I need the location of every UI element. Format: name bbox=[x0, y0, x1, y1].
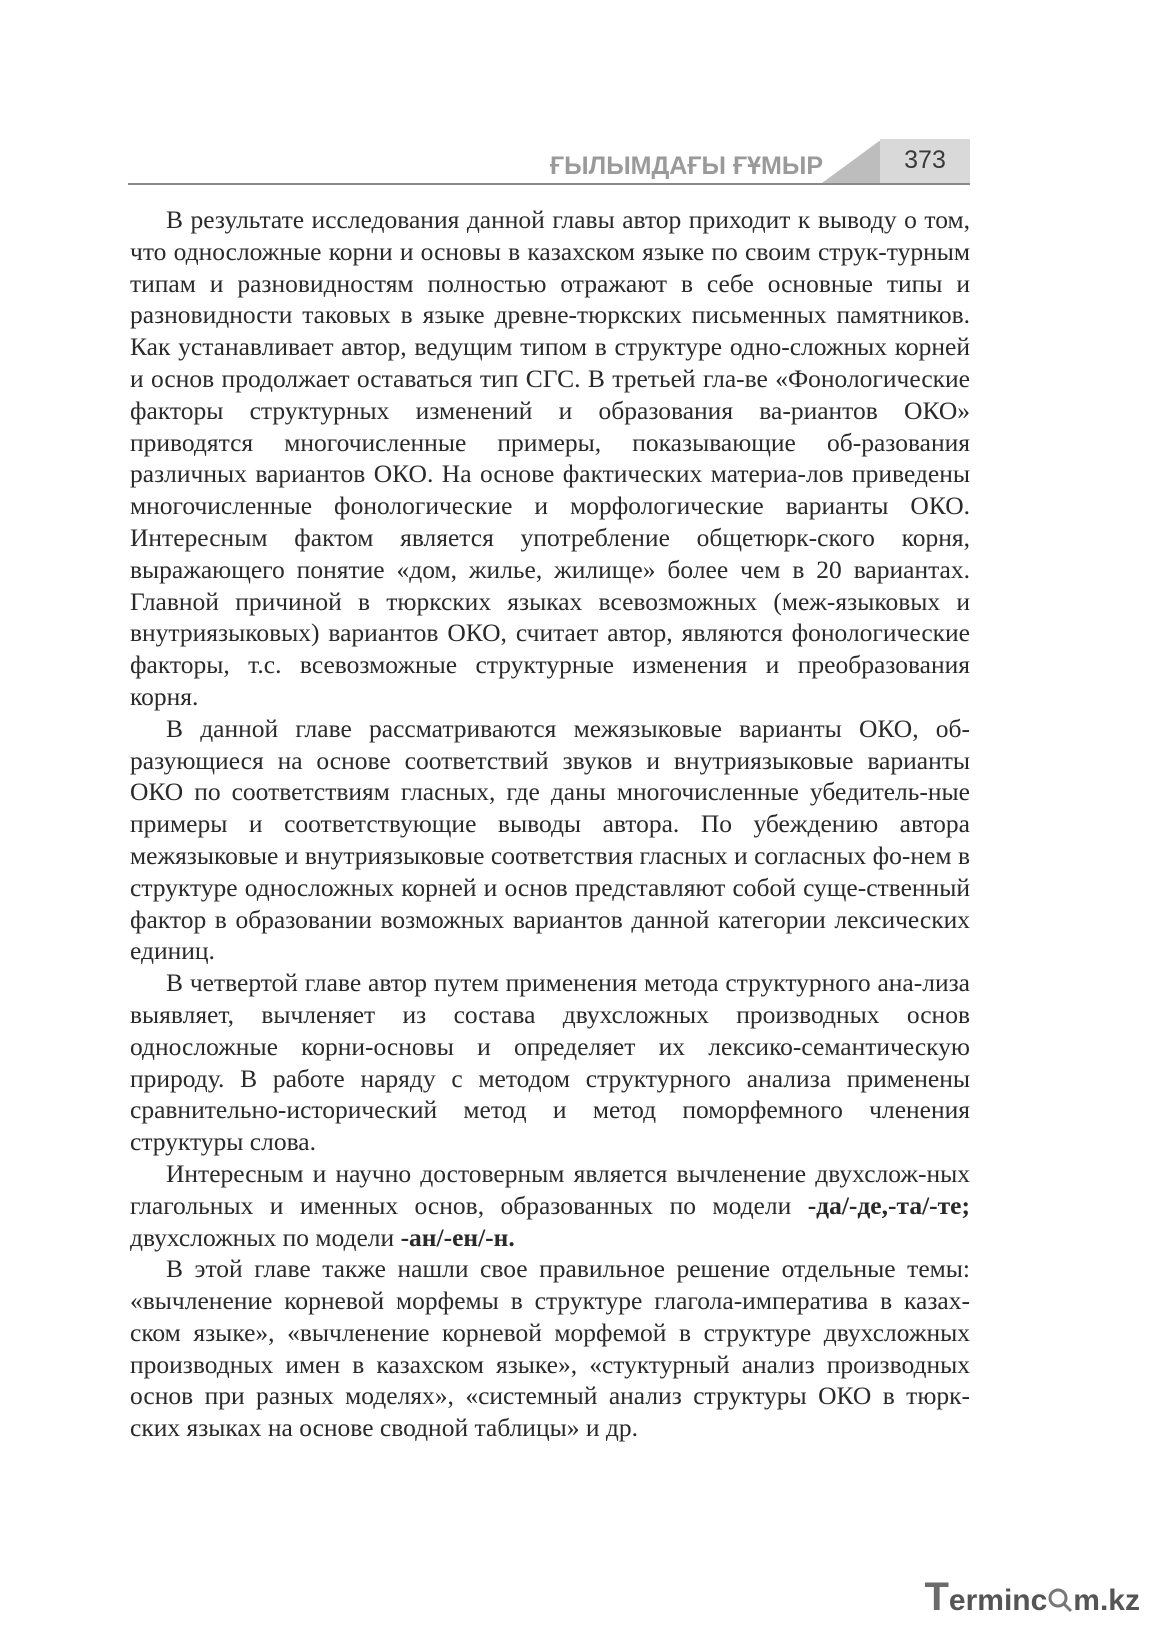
magnifier-icon bbox=[1047, 1587, 1073, 1613]
watermark-letter: T bbox=[924, 1575, 949, 1619]
running-title: ҒЫЛЫМДАҒЫ ҒҰМЫР bbox=[550, 152, 823, 180]
text-run: В данной главе рассматриваются межязыковые варианты ОКО, об-разующиеся на основе соответствий звуков и внутриязыковые варианты ОКО по соответствиям гласных, где даны многочисленные убедитель-ные примеры и соответствующие выводы автора. По убеждению автора межязыковые и внутриязыковые соответствия гласных и согласных фо-нем в структуре односложных корней и основ представляют собой суще-ственный фактор в образовании возможных вариантов данной категории лексических единиц. bbox=[130, 713, 970, 966]
page-number: 373 bbox=[904, 146, 946, 174]
header-wedge-decoration bbox=[822, 139, 882, 183]
paragraph bbox=[130, 1158, 970, 1253]
paragraph bbox=[130, 1253, 970, 1444]
paragraph bbox=[130, 204, 970, 713]
watermark-logo bbox=[924, 1575, 1140, 1619]
text-run: В этой главе также нашли свое правильное решение отдельные темы: «вычленение корневой морфемы в структуре глагола-императива в казах-ском языке», «вычленение корневой морфемой в структуре двухсложных производных имен в казахском языке», «стуктурный анализ производных основ при разных моделях», «системный анализ структуры ОКО в тюрк-ских языках на основе сводной таблицы» и др. bbox=[130, 1254, 970, 1443]
text-run: двухсложных по модели bbox=[130, 1222, 401, 1252]
text-run: Интересным и научно достоверным является вычленение двухслож-ных глагольных и именных основ, образованных по модели bbox=[130, 1158, 970, 1220]
watermark-text: erminc bbox=[948, 1584, 1048, 1617]
body-text bbox=[130, 204, 970, 1444]
text-run: В четвертой главе автор путем применения метода структурного ана-лиза выявляет, вычленяет из состава двухсложных производных основ односложные корни-основы и определяет их лексико-семантическую природу. В работе наряду с методом структурного анализа применены сравнительно-исторический метод и метод поморфемного членения структуры слова. bbox=[130, 968, 970, 1157]
text-run: В результате исследования данной главы автор приходит к выводу о том, что односложные корни и основы в казахском языке по своим струк-турным типам и разновидностям полностью отражают в себе основные типы и разновидности таковых в языке древне-тюркских письменных памятников. Как устанавливает автор, ведущим типом в структуре одно-сложных корней и основ продолжает оставаться тип СГС. В третьей гла-ве «Фонологические факторы структурных изменений и образования ва-риантов ОКО» приводятся многочисленные примеры, показывающие об-разования различных вариантов ОКО. На основе фактических материа-лов приведены многочисленные фонологические и морфологические варианты ОКО. Интересным фактом является употребление общетюрк-ского корня, выражающего понятие «дом, жилье, жилище» более чем в 20 вариантах. Главной причиной в тюркских языках всевозможных (меж-языковых и внутриязыковых) вариантов ОКО, считает автор, являются фонологические факторы, т.с. всевозможные структурные изменения и преобразования корня. bbox=[130, 205, 970, 711]
header-rule bbox=[128, 183, 970, 185]
page-header bbox=[0, 0, 1158, 190]
paragraph bbox=[130, 713, 970, 967]
bold-text: -ан/-ен/-н. bbox=[400, 1222, 515, 1252]
watermark-domain: m.kz bbox=[1073, 1584, 1140, 1617]
bold-text: -да/-де,-та/-те; bbox=[807, 1190, 970, 1220]
paragraph bbox=[130, 967, 970, 1158]
